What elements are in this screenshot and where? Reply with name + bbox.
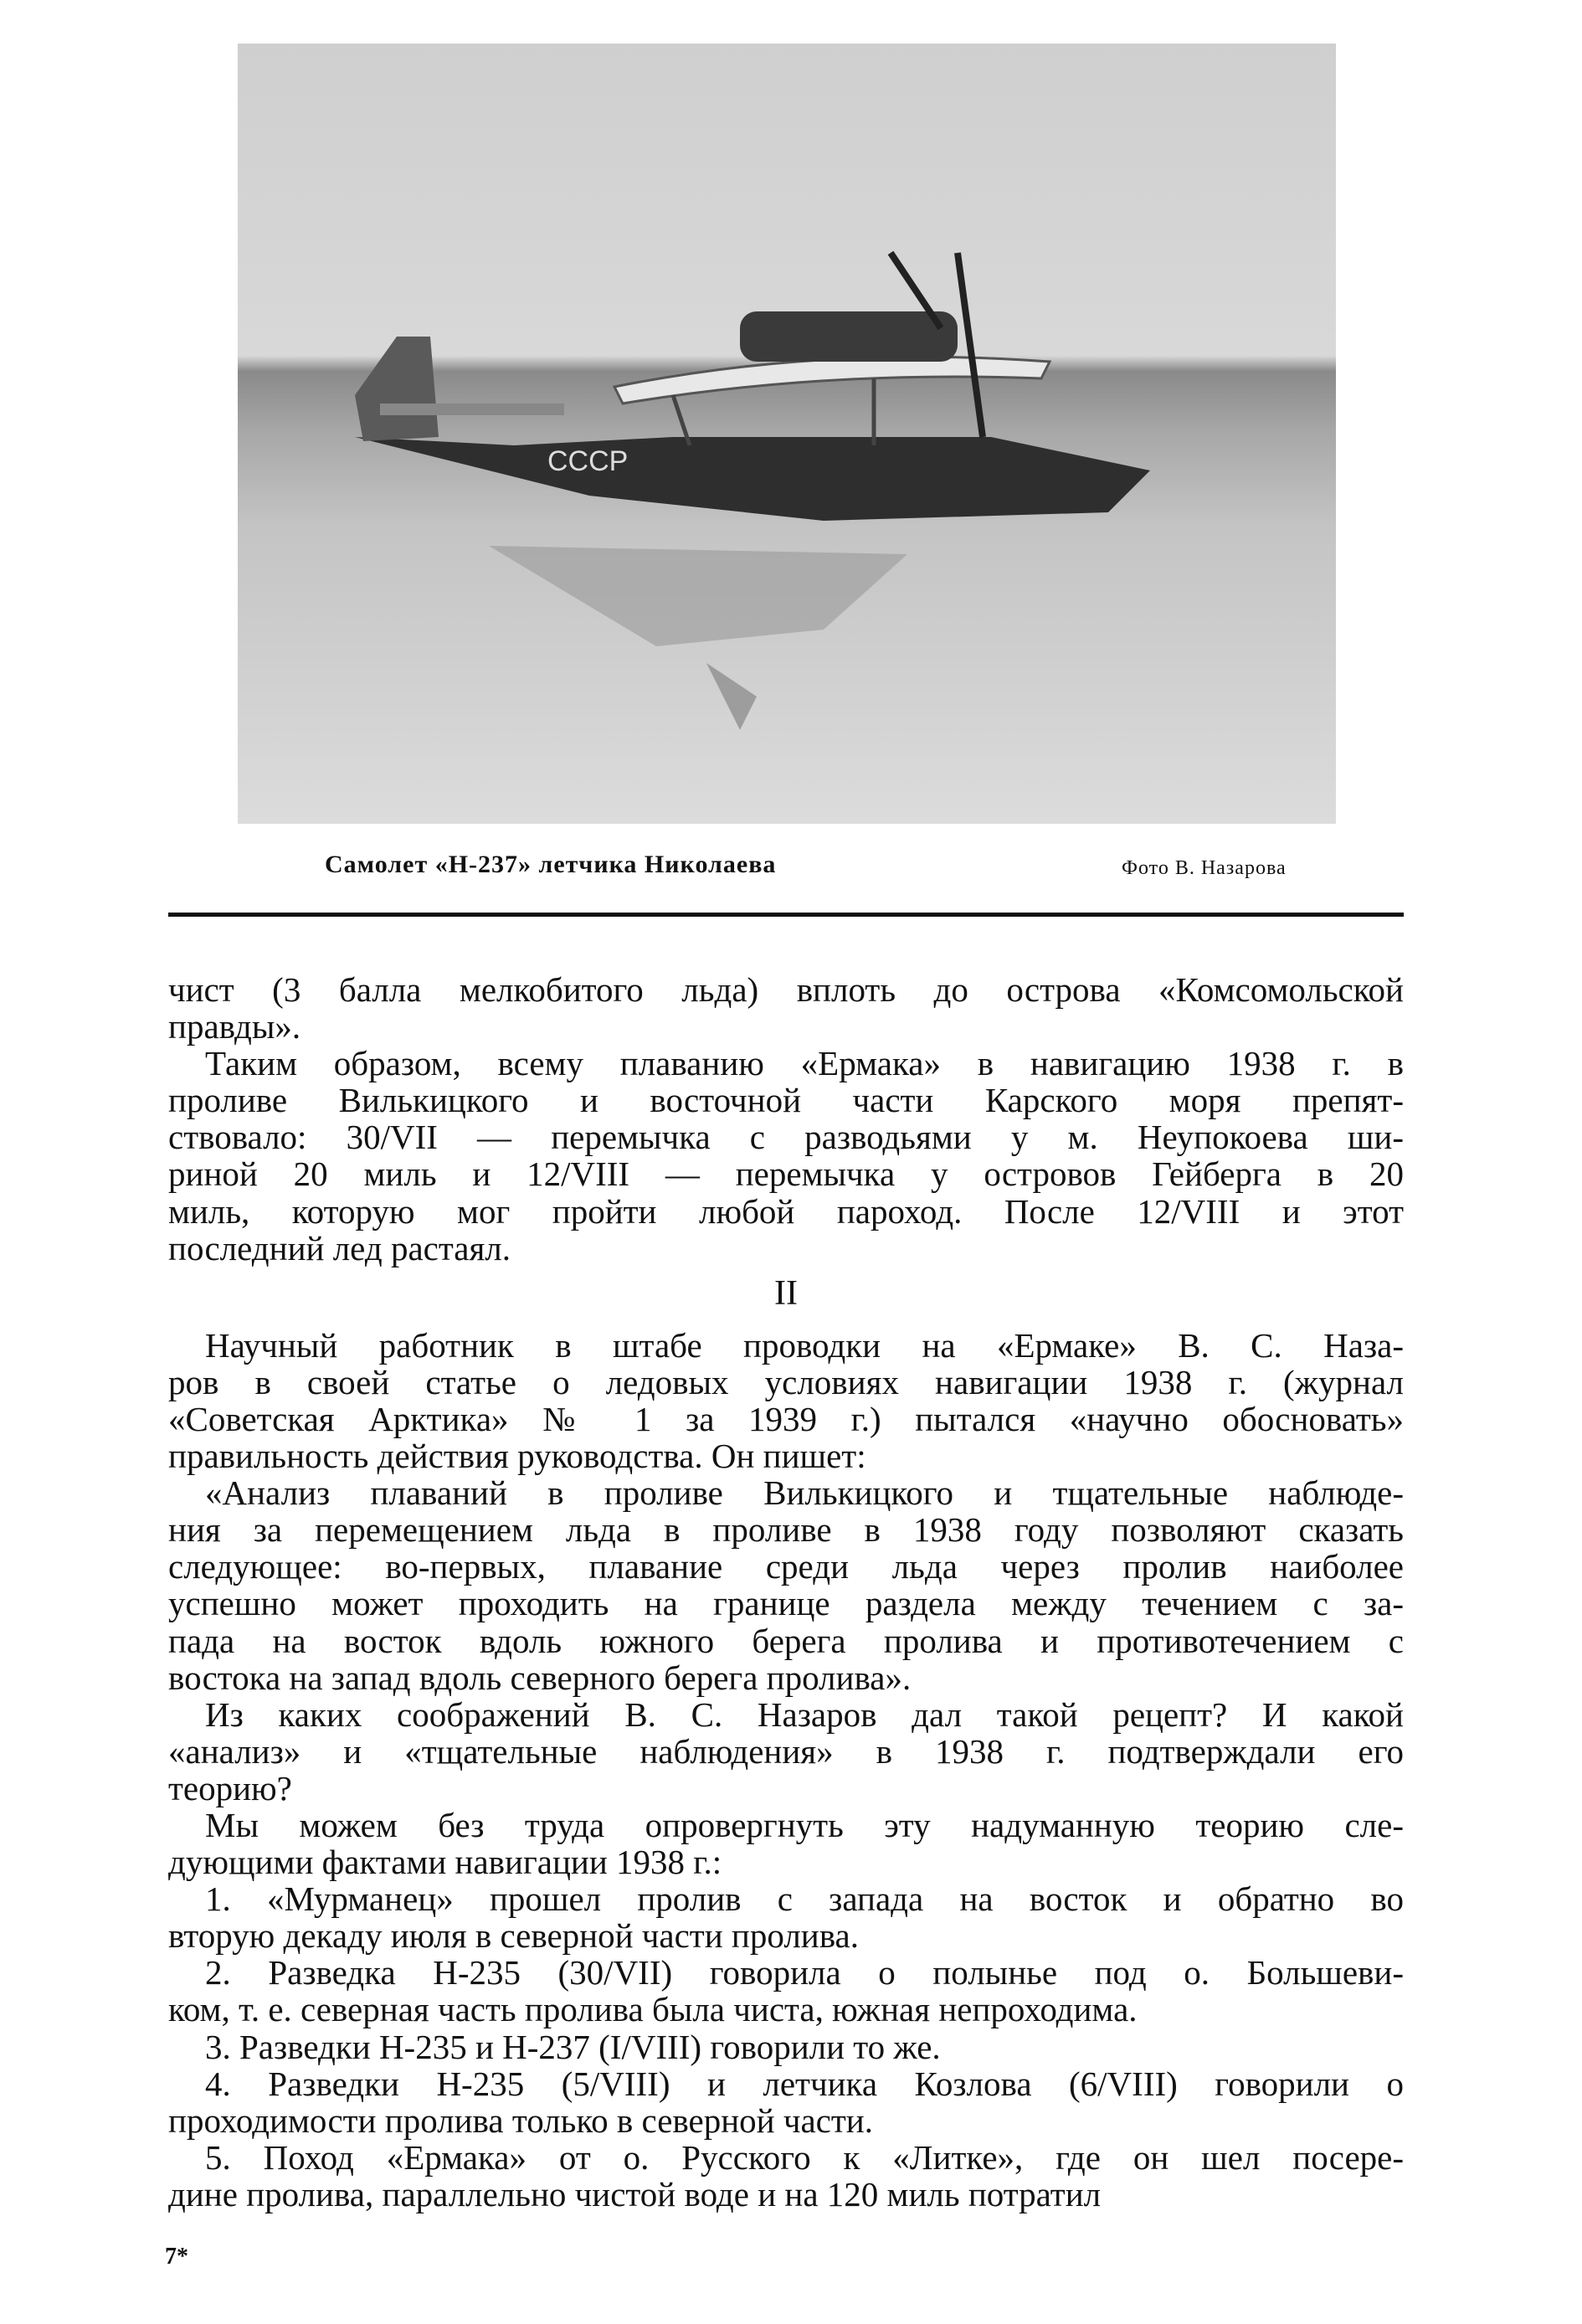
section-heading: II — [774, 1273, 798, 1313]
text-line: «Советская Арктика» № 1 за 1939 г.) пытался «научно обосновать» — [168, 1399, 1404, 1438]
text-line: 2. Разведка Н-235 (30/VII) говорила о полынье под о. Большеви- — [205, 1953, 1404, 1992]
text-line: риной 20 миль и 12/VIII — перемычка у островов Гейберга в 20 — [168, 1154, 1404, 1194]
divider-rule — [168, 913, 1404, 917]
text-line: ком, т. е. северная часть пролива была чиста, южная непроходима. — [168, 1990, 1138, 2029]
body-text — [168, 971, 1404, 2213]
text-line: ния за перемещением льда в проливе в 1938 году позволяют сказать — [168, 1510, 1404, 1550]
text-line: правильность действия руководства. Он пишет: — [168, 1437, 866, 1476]
text-line: «анализ» и «тщательные наблюдения» в 1938 г. подтверждали его — [168, 1731, 1404, 1771]
text-line: миль, которую мог пройти любой пароход. После 12/VIII и этот — [168, 1191, 1404, 1231]
text-line: пада на восток вдоль южного берега пролива и противотечением с — [168, 1621, 1404, 1660]
text-line: вторую декаду июля в северной части пролива. — [168, 1916, 859, 1956]
seaplane-photo — [238, 44, 1336, 824]
text-line: «Анализ плаваний в проливе Вилькицкого и тщательные наблюде- — [205, 1473, 1404, 1513]
text-line: 1. «Мурманец» прошел пролив с запада на восток и обратно во — [205, 1879, 1404, 1919]
text-line: последний лед растаял. — [168, 1228, 511, 1267]
text-line: дине пролива, параллельно чистой воде и на 120 миль потратил — [168, 2174, 1102, 2213]
text-line: Из каких соображений В. С. Назаров дал такой рецепт? И какой — [205, 1694, 1404, 1734]
text-line: проливе Вилькицкого и восточной части Карского моря препят- — [168, 1081, 1404, 1120]
photo-caption: Самолет «Н-237» летчика Николаева — [325, 851, 777, 878]
text-line: теорию? — [168, 1768, 292, 1807]
svg-text:СССР: СССР — [547, 445, 629, 477]
text-line: следующее: во-первых, плавание среди льда через пролив наиболее — [168, 1547, 1404, 1586]
text-line: 4. Разведки Н-235 (5/VIII) и летчика Козлова (6/VIII) говорили о — [205, 2064, 1404, 2103]
text-line: правды». — [168, 1007, 301, 1046]
text-line: Таким образом, всему плаванию «Ермака» в навигацию 1938 г. в — [205, 1044, 1404, 1083]
page-number: 7* — [165, 2244, 188, 2270]
text-line: Научный работник в штабе проводки на «Ермаке» В. С. Наза- — [205, 1325, 1404, 1365]
photo-credit: Фото В. Назарова — [1122, 857, 1287, 879]
text-line: ров в своей статье о ледовых условиях навигации 1938 г. (журнал — [168, 1362, 1404, 1401]
text-line: Мы можем без труда опровергнуть эту надуманную теорию сле- — [205, 1805, 1404, 1844]
text-line: 5. Поход «Ермака» от о. Русского к «Литке», где он шел посере- — [205, 2137, 1404, 2177]
text-line: востока на запад вдоль северного берега пролива». — [168, 1658, 912, 1697]
text-line: 3. Разведки Н-235 и Н-237 (I/VIII) говорили то же. — [205, 2027, 941, 2066]
text-line: дующими фактами навигации 1938 г.: — [168, 1843, 722, 1882]
paragraph-group-b — [168, 1327, 1404, 2213]
text-line: проходимости пролива только в северной части. — [168, 2100, 873, 2140]
text-line: успешно может проходить на границе раздела между течением с за- — [168, 1584, 1404, 1623]
paragraph-group-a — [168, 971, 1404, 1267]
text-line: ствовало: 30/VII — перемычка с разводьями у м. Неупокоева ши- — [168, 1118, 1404, 1157]
text-line: чист (3 балла мелкобитого льда) вплоть до острова «Комсомольской — [168, 970, 1404, 1009]
